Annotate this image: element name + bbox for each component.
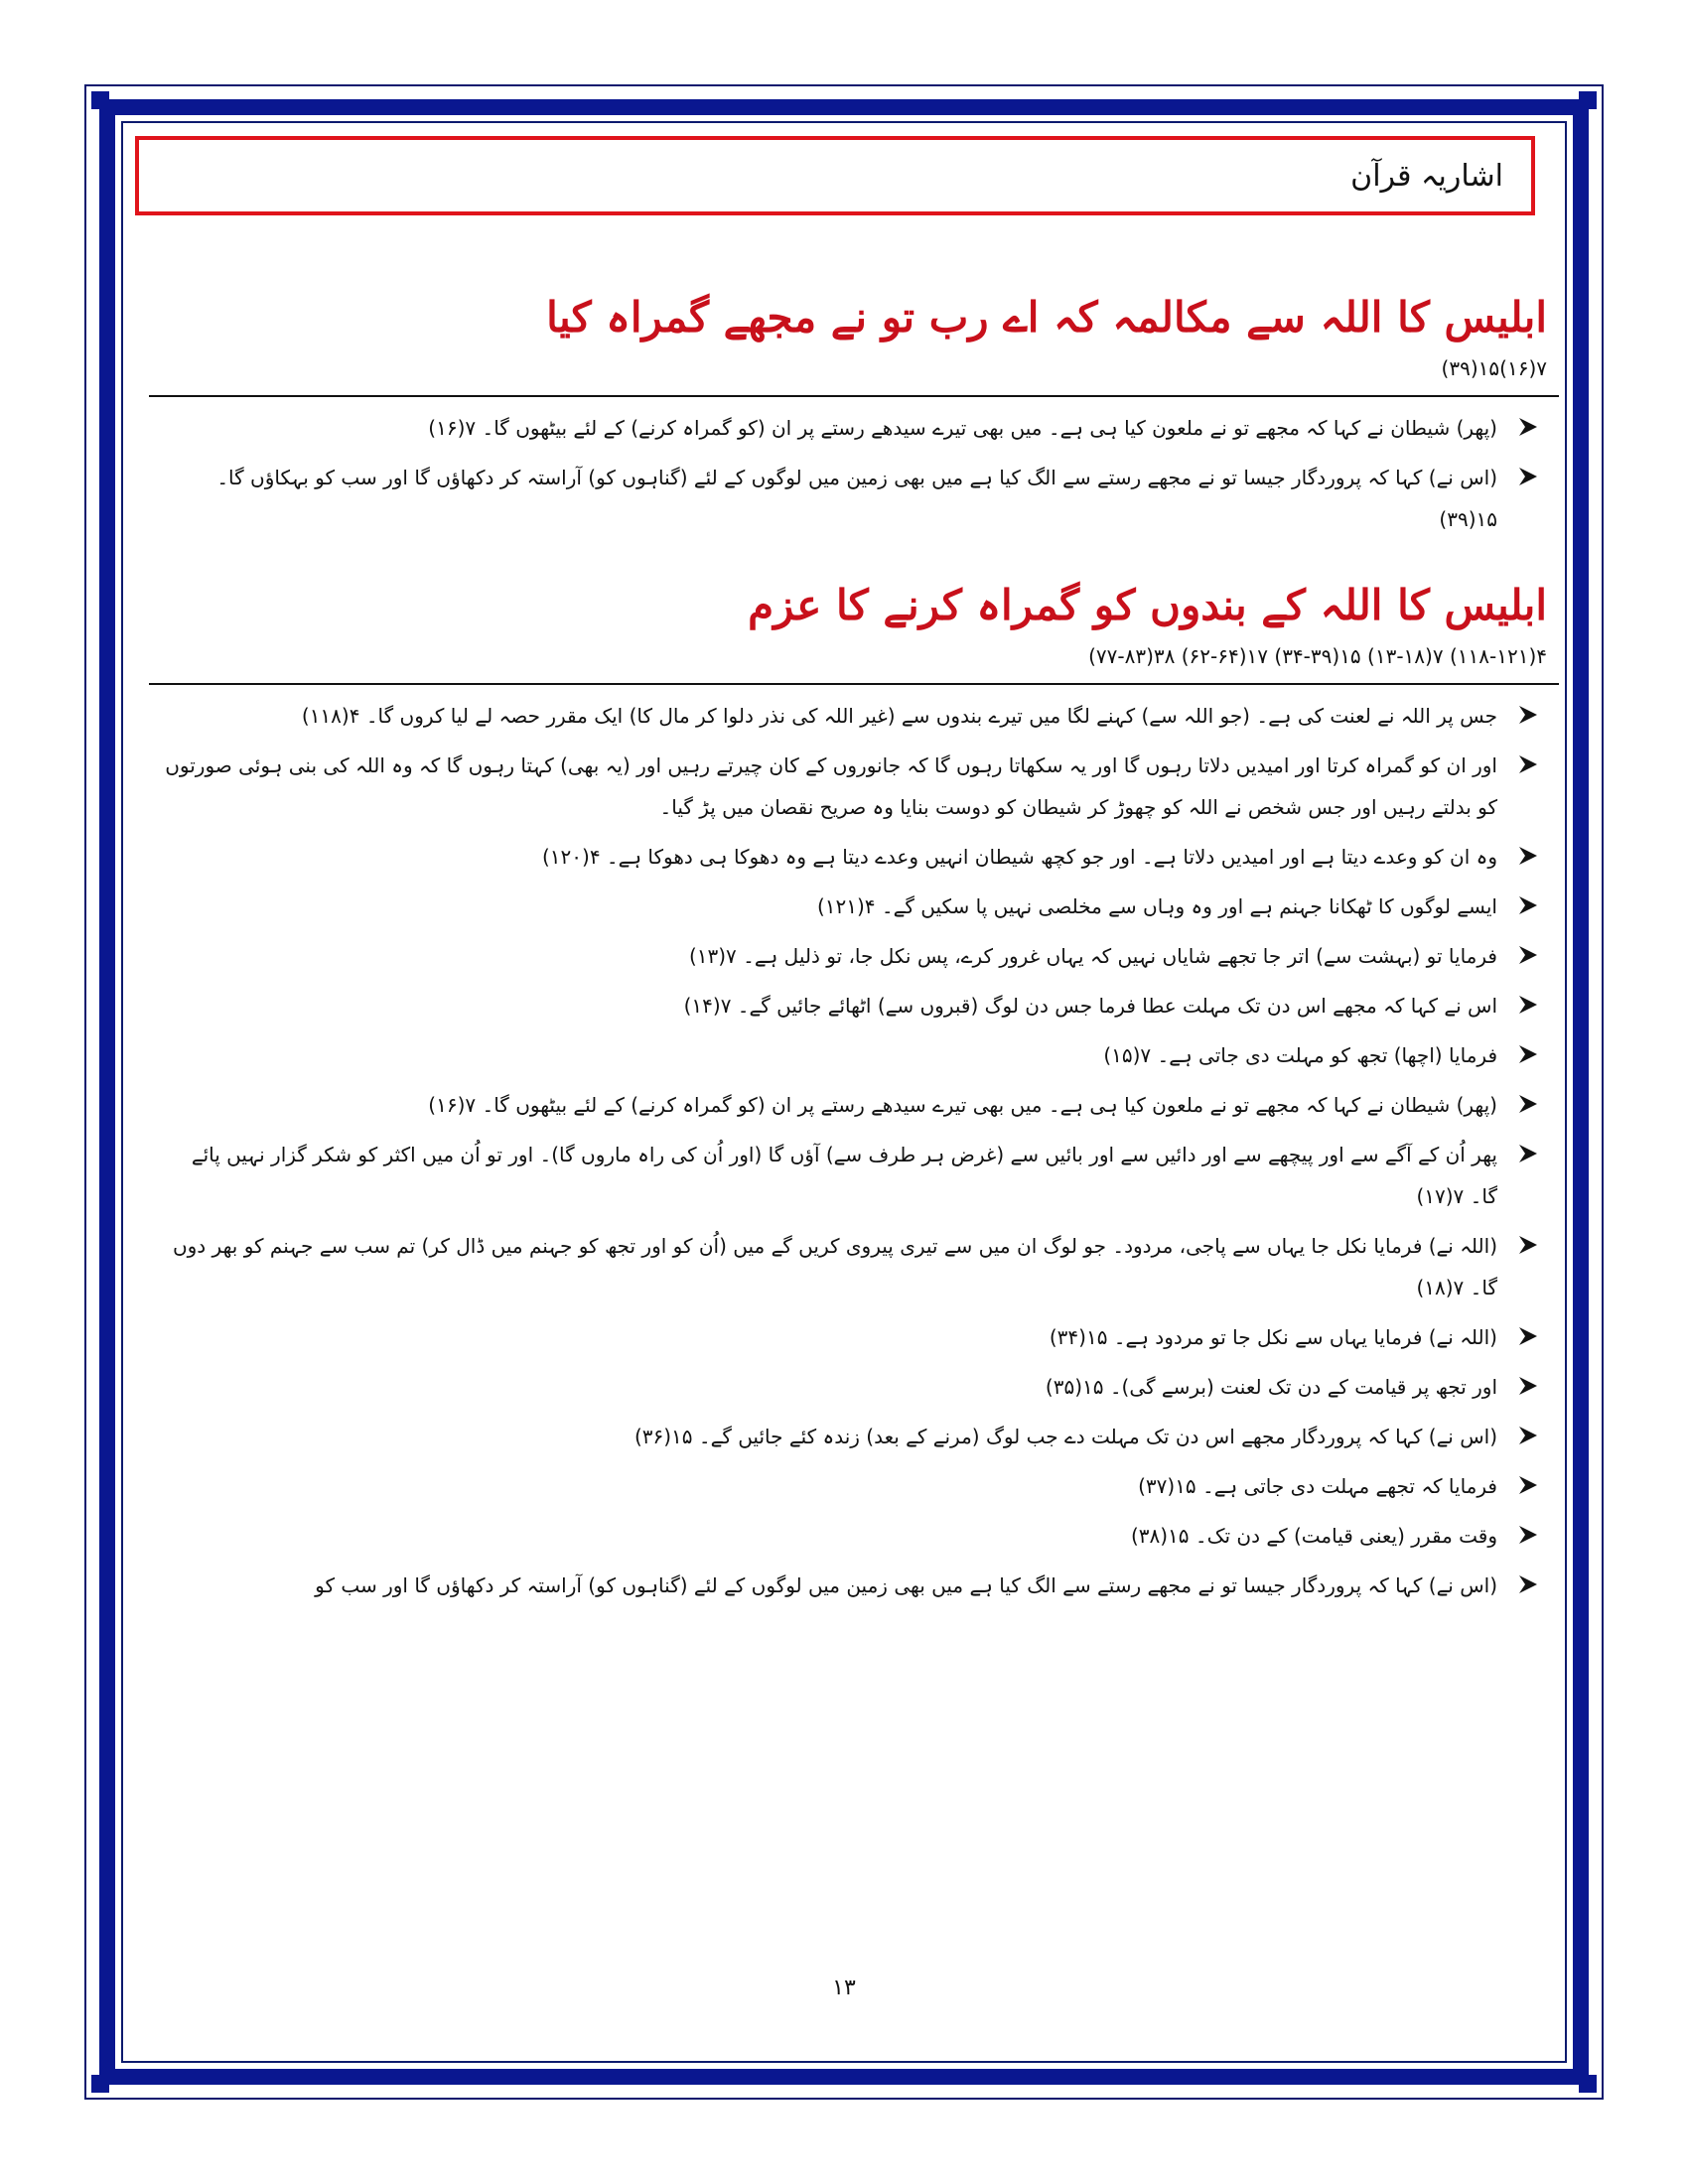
list-item xyxy=(149,695,1559,737)
list-item xyxy=(149,1515,1559,1557)
verse-text: (اس نے) کہا کہ پروردگار مجھے اس دن تک مہلت دے جب لوگ (مرنے کے بعد) زندہ کئے جائیں گے۔ ۱۵(۳۶) xyxy=(633,1425,1497,1448)
section-iblis-resolve xyxy=(149,576,1559,1606)
list-item xyxy=(149,1416,1559,1457)
list-item xyxy=(149,745,1559,828)
arrowhead-bullet-icon xyxy=(1517,994,1539,1016)
verse-text: اس نے کہا کہ مجھے اس دن تک مہلت عطا فرما جس دن لوگ (قبروں سے) اٹھائے جائیں گے۔ ۷(۱۴) xyxy=(683,994,1497,1018)
verse-text: ایسے لوگوں کا ٹھکانا جہنم ہے اور وہ وہاں سے مخلصی نہیں پا سکیں گے۔ ۴(۱۲۱) xyxy=(816,894,1497,918)
verse-text: فرمایا تو (بہشت سے) اتر جا تجھے شایاں نہیں کہ یہاں غرور کرے، پس نکل جا، تو ذلیل ہے۔ ۷(۱۳) xyxy=(688,944,1497,968)
arrowhead-bullet-icon xyxy=(1517,1043,1539,1065)
arrowhead-bullet-icon xyxy=(1517,466,1539,487)
verse-text: فرمایا (اچھا) تجھ کو مہلت دی جاتی ہے۔ ۷(۱۵) xyxy=(1103,1043,1497,1067)
list-item xyxy=(149,935,1559,977)
section-iblis-dialogue xyxy=(149,288,1559,540)
list-item xyxy=(149,1366,1559,1408)
section-references: ۷(۱۶)۱۵(۳۹) xyxy=(1441,356,1547,380)
list-item xyxy=(149,836,1559,878)
verse-text: فرمایا کہ تجھے مہلت دی جاتی ہے۔ ۱۵(۳۷) xyxy=(1138,1474,1497,1498)
divider xyxy=(149,395,1559,397)
list-item xyxy=(149,1565,1559,1606)
list-item xyxy=(149,985,1559,1026)
arrowhead-bullet-icon xyxy=(1517,944,1539,966)
page-number: ۱۳ xyxy=(832,1976,856,2000)
section-heading: ابلیس کا اللہ کے بندوں کو گمراہ کرنے کا عزم xyxy=(748,581,1547,629)
frame-corner-bl xyxy=(91,2075,109,2093)
verse-text: (اس نے) کہا کہ پروردگار جیسا تو نے مجھے رستے سے الگ کیا ہے میں بھی زمین میں لوگوں کے لئے (گناہوں کو) آراستہ کر دکھاؤں گا اور سب کو بہکاؤں گا۔ ۱۵(۳۹) xyxy=(216,466,1497,531)
verse-text: (اللہ نے) فرمایا یہاں سے نکل جا تو مردود ہے۔ ۱۵(۳۴) xyxy=(1049,1325,1497,1349)
verse-text: وقت مقرر (یعنی قیامت) کے دن تک۔ ۱۵(۳۸) xyxy=(1130,1524,1497,1548)
arrowhead-bullet-icon xyxy=(1517,704,1539,726)
verse-text: وہ ان کو وعدے دیتا ہے اور امیدیں دلاتا ہے۔ اور جو کچھ شیطان انہیں وعدے دیتا ہے وہ دھوکا ہی دھوکا ہے۔ ۴(۱۲۰) xyxy=(541,845,1497,869)
header-box xyxy=(135,136,1535,215)
verse-text: پھر اُن کے آگے سے اور پیچھے سے اور دائیں سے اور بائیں سے (غرض ہر طرف سے) آؤں گا (اور اُن کی راہ ماروں گا)۔ اور تو اُن میں اکثر کو شکر گزار نہیں پائے گا۔ ۷(۱۷) xyxy=(191,1143,1497,1208)
frame-corner-br xyxy=(1579,2075,1597,2093)
arrowhead-bullet-icon xyxy=(1517,1573,1539,1595)
list-item xyxy=(149,1034,1559,1076)
section-heading: ابلیس کا اللہ سے مکالمہ کہ اے رب تو نے مجھے گمراہ کیا xyxy=(546,293,1547,341)
divider xyxy=(149,683,1559,685)
verse-text: (اللہ نے) فرمایا نکل جا یہاں سے پاجی، مردود۔ جو لوگ ان میں سے تیری پیروی کریں گے میں (اُن کو اور تجھ کو جہنم میں ڈال کر) تم سب سے جہنم کو بھر دوں گا۔ ۷(۱۸) xyxy=(172,1234,1497,1299)
arrowhead-bullet-icon xyxy=(1517,1375,1539,1397)
list-item xyxy=(149,1225,1559,1308)
verse-list xyxy=(149,695,1559,1606)
arrowhead-bullet-icon xyxy=(1517,1143,1539,1164)
arrowhead-bullet-icon xyxy=(1517,1234,1539,1256)
verse-text: (اس نے) کہا کہ پروردگار جیسا تو نے مجھے رستے سے الگ کیا ہے میں بھی زمین میں لوگوں کے لئے (گناہوں کو) آراستہ کر دکھاؤں گا اور سب کو xyxy=(315,1573,1497,1597)
arrowhead-bullet-icon xyxy=(1517,845,1539,867)
arrowhead-bullet-icon xyxy=(1517,753,1539,775)
verse-list xyxy=(149,407,1559,540)
arrowhead-bullet-icon xyxy=(1517,1325,1539,1347)
arrowhead-bullet-icon xyxy=(1517,1425,1539,1446)
arrowhead-bullet-icon xyxy=(1517,1093,1539,1115)
list-item xyxy=(149,886,1559,927)
list-item xyxy=(149,1084,1559,1126)
verse-text: (پھر) شیطان نے کہا کہ مجھے تو نے ملعون کیا ہی ہے۔ میں بھی تیرے سیدھے رستے پر ان (کو گمراہ کرنے) کے لئے بیٹھوں گا۔ ۷(۱۶) xyxy=(428,416,1497,440)
list-item xyxy=(149,457,1559,540)
verse-text: اور تجھ پر قیامت کے دن تک لعنت (برسے گی)۔ ۱۵(۳۵) xyxy=(1045,1375,1497,1399)
list-item xyxy=(149,1465,1559,1507)
list-item xyxy=(149,1134,1559,1217)
arrowhead-bullet-icon xyxy=(1517,894,1539,916)
section-references: ۴(۱۱۸-۱۲۱) ۷(۱۳-۱۸) ۱۵(۳۴-۳۹) ۱۷(۶۲-۶۴) ۳۸(۷۷-۸۳) xyxy=(1088,644,1547,668)
list-item xyxy=(149,1316,1559,1358)
verse-text: (پھر) شیطان نے کہا کہ مجھے تو نے ملعون کیا ہی ہے۔ میں بھی تیرے سیدھے رستے پر ان (کو گمراہ کرنے) کے لئے بیٹھوں گا۔ ۷(۱۶) xyxy=(428,1093,1497,1117)
arrowhead-bullet-icon xyxy=(1517,1474,1539,1496)
frame-corner-tr xyxy=(1579,91,1597,109)
list-item xyxy=(149,407,1559,449)
header-title: اشاریہ قرآن xyxy=(1350,158,1503,194)
frame-corner-tl xyxy=(91,91,109,109)
verse-text: اور ان کو گمراہ کرتا اور امیدیں دلاتا رہوں گا اور یہ سکھاتا رہوں گا کہ جانوروں کے کان چیرتے رہیں اور (یہ بھی) کہتا رہوں گا کہ وہ اللہ کی بنی ہوئی صورتوں کو بدلتے رہیں اور جس شخص نے اللہ کو چھوڑ کر شیطان کو دوست بنایا وہ صریح نقصان میں پڑ گیا۔ xyxy=(165,753,1497,819)
arrowhead-bullet-icon xyxy=(1517,416,1539,438)
verse-text: جس پر اللہ نے لعنت کی ہے۔ (جو اللہ سے) کہنے لگا میں تیرے بندوں سے (غیر اللہ کی نذر دلوا کر مال کا) ایک مقرر حصہ لے لیا کروں گا۔ ۴(۱۱۸) xyxy=(301,704,1497,728)
section-gap xyxy=(149,548,1559,576)
arrowhead-bullet-icon xyxy=(1517,1524,1539,1546)
page-content xyxy=(149,288,1559,1614)
